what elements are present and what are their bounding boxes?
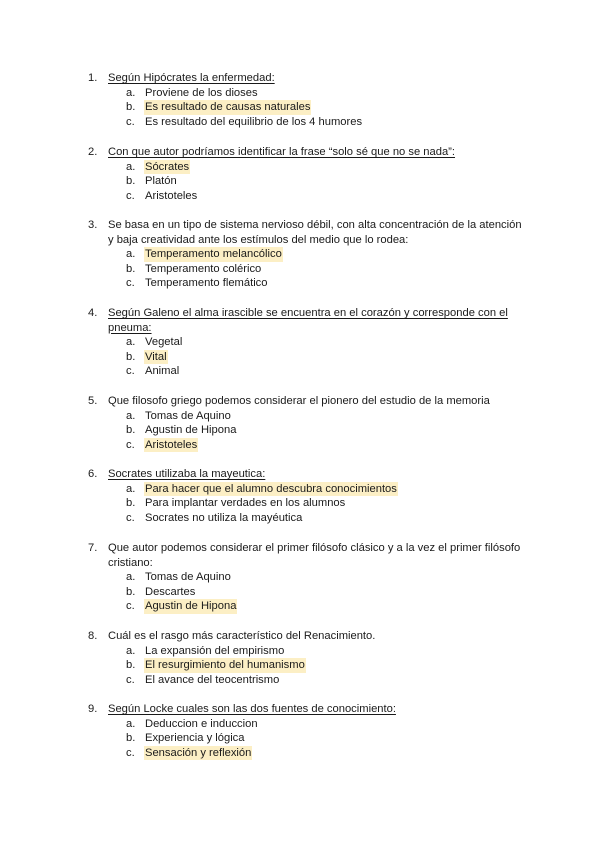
option-a: a. Tomas de Aquino xyxy=(126,571,231,584)
option-c: c. Temperamento flemático xyxy=(126,277,268,290)
option-b: b. Es resultado de causas naturales xyxy=(126,101,311,114)
option-b: b. Experiencia y lógica xyxy=(126,732,245,745)
option-b: b. Descartes xyxy=(126,585,196,598)
question-7 xyxy=(0,541,600,614)
highlighted-answer: Sensación y reflexión xyxy=(145,746,252,759)
option-a: a. Tomas de Aquino xyxy=(126,409,231,422)
question-text: Según Hipócrates la enfermedad: xyxy=(108,72,275,84)
question-number: 4. xyxy=(88,307,98,319)
highlighted-answer: Aristoteles xyxy=(145,438,198,451)
highlighted-answer: Para hacer que el alumno descubra conocimientos xyxy=(145,482,397,495)
option-a: a. Proviene de los dioses xyxy=(126,86,258,99)
highlighted-answer: Es resultado de causas naturales xyxy=(145,101,311,114)
option-a: a. Vegetal xyxy=(126,336,183,349)
option-c: c. Aristoteles xyxy=(126,438,198,451)
option-b: b. Platón xyxy=(126,175,177,188)
option-a: a. Sócrates xyxy=(126,160,190,173)
question-number: 5. xyxy=(88,395,98,407)
highlighted-answer: Temperamento melancólico xyxy=(145,248,282,261)
option-c: c. Socrates no utiliza la mayéutica xyxy=(126,511,303,524)
question-number: 9. xyxy=(88,703,98,715)
question-text: Según Galeno el alma irascible se encuentra en el corazón y corresponde con el pneuma: xyxy=(108,307,508,334)
question-number: 1. xyxy=(88,72,98,84)
highlighted-answer: Sócrates xyxy=(145,160,190,173)
option-b: b. Vital xyxy=(126,350,167,363)
highlighted-answer: El resurgimiento del humanismo xyxy=(145,659,305,672)
option-c: c. Animal xyxy=(126,365,180,378)
option-c: c. Sensación y reflexión xyxy=(126,746,252,759)
highlighted-answer: Vital xyxy=(145,350,167,363)
question-number: 7. xyxy=(88,542,98,554)
question-8 xyxy=(0,629,600,687)
option-a: a. Para hacer que el alumno descubra conocimientos xyxy=(126,482,397,495)
question-text: Con que autor podríamos identificar la frase “solo sé que no se nada”: xyxy=(108,146,456,158)
question-9 xyxy=(0,702,600,760)
option-b: b. Agustin de Hipona xyxy=(126,424,237,437)
option-c: c. Es resultado del equilibrio de los 4 humores xyxy=(126,115,363,128)
question-text: Cuál es el rasgo más característico del Renacimiento. xyxy=(108,630,376,642)
question-text: Que filosofo griego podemos considerar el pionero del estudio de la memoria xyxy=(108,395,490,407)
highlighted-answer: Agustin de Hipona xyxy=(145,600,237,613)
option-a: a. Deduccion e induccion xyxy=(126,717,258,730)
question-text: Que autor podemos considerar el primer filósofo clásico y a la vez el primer filósofo cristiano: xyxy=(108,542,521,569)
option-b: b. Temperamento colérico xyxy=(126,262,262,275)
question-1 xyxy=(0,71,600,129)
question-3 xyxy=(0,218,600,291)
question-number: 3. xyxy=(88,219,98,231)
option-c: c. El avance del teocentrismo xyxy=(126,673,280,686)
option-a: a. Temperamento melancólico xyxy=(126,248,282,261)
option-c: c. Aristoteles xyxy=(126,189,198,202)
question-number: 2. xyxy=(88,146,98,158)
option-a: a. La expansión del empirismo xyxy=(126,644,285,657)
question-4 xyxy=(0,306,600,379)
option-b: b. El resurgimiento del humanismo xyxy=(126,659,305,672)
question-5 xyxy=(0,394,600,452)
question-text: Según Locke cuales son las dos fuentes de conocimiento: xyxy=(108,703,396,715)
option-c: c. Agustin de Hipona xyxy=(126,600,237,613)
question-number: 6. xyxy=(88,468,98,480)
question-2 xyxy=(0,145,600,203)
option-b: b. Para implantar verdades en los alumnos xyxy=(126,497,346,510)
question-text: Socrates utilizaba la mayeutica: xyxy=(108,468,266,480)
question-number: 8. xyxy=(88,630,98,642)
question-6 xyxy=(0,467,600,525)
question-text: Se basa en un tipo de sistema nervioso débil, con alta concentración de la atención y baja creatividad ante los estímulos del medio que lo rodea: xyxy=(108,219,522,246)
